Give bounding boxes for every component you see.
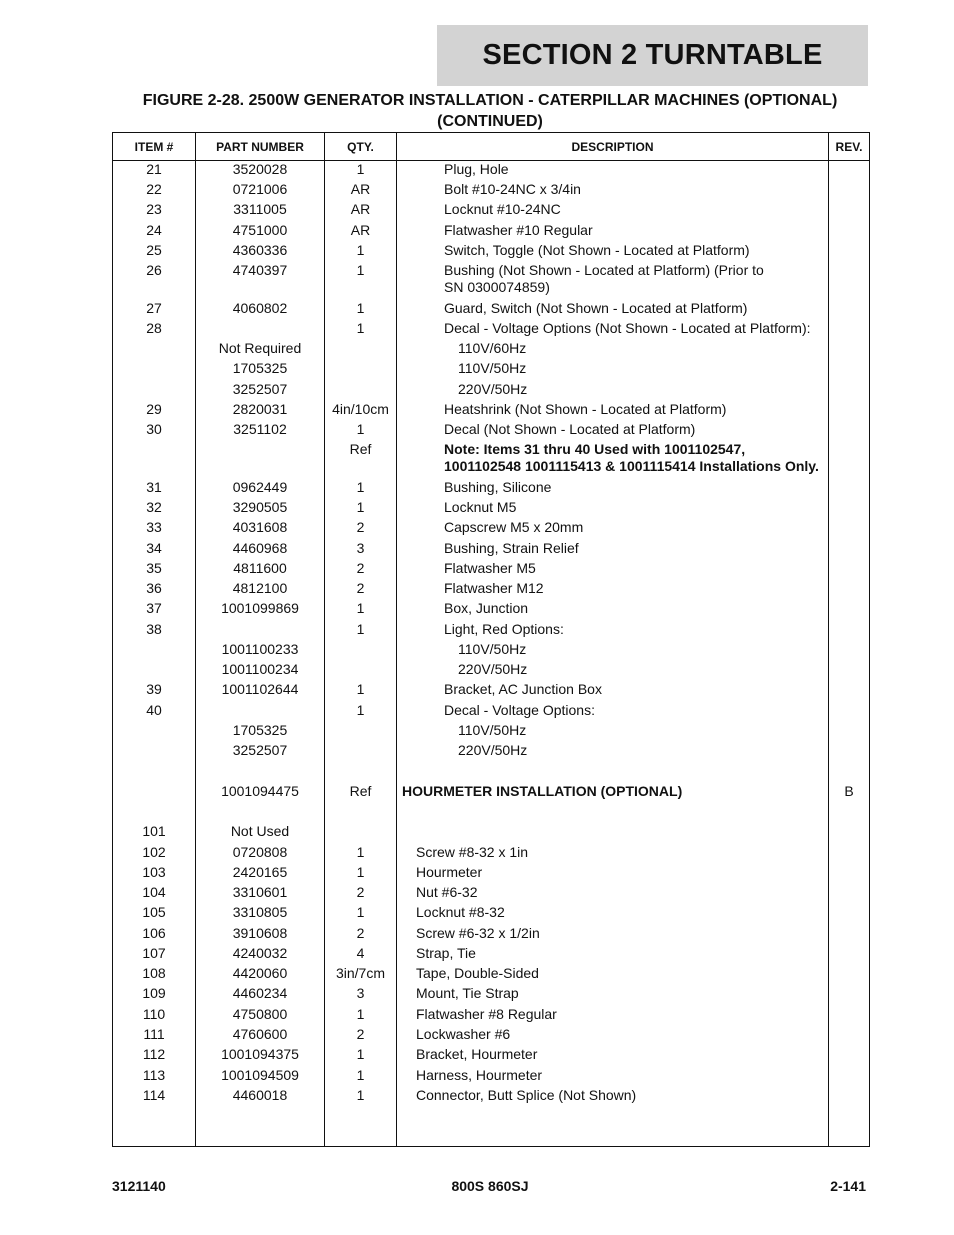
- item-number: 35: [146, 560, 162, 576]
- description: [444, 519, 827, 536]
- description: [416, 1067, 827, 1084]
- part-number: 2420165: [232, 864, 288, 880]
- description: [416, 864, 827, 881]
- figure-title: [100, 90, 880, 132]
- description-line: Locknut #8-32: [416, 904, 505, 920]
- quantity: 1: [356, 262, 365, 278]
- quantity: AR: [350, 181, 371, 197]
- description: [416, 925, 827, 942]
- quantity: 3: [356, 540, 365, 556]
- part-number: 4460968: [232, 540, 288, 556]
- description: [416, 945, 827, 962]
- header-item: ITEM #: [134, 139, 174, 154]
- item-number: 106: [142, 925, 166, 941]
- quantity: 1: [356, 904, 365, 920]
- quantity: 1: [356, 499, 365, 515]
- description-line: Decal - Voltage Options:: [444, 702, 595, 718]
- quantity: 2: [356, 560, 365, 576]
- quantity: 4in/10cm: [332, 401, 389, 417]
- description-line: Nut #6-32: [416, 884, 478, 900]
- quantity: 1: [356, 621, 365, 637]
- description: [458, 340, 827, 357]
- header-rev: REV.: [835, 139, 863, 154]
- quantity: 1: [356, 600, 365, 616]
- description-line: 110V/50Hz: [458, 641, 527, 657]
- description-line: HOURMETER INSTALLATION (OPTIONAL): [402, 783, 683, 799]
- description-line: Lockwasher #6: [416, 1026, 511, 1042]
- quantity: Ref: [349, 783, 372, 799]
- item-number: 101: [142, 823, 166, 839]
- item-number: 114: [142, 1087, 166, 1103]
- item-number: 112: [142, 1046, 166, 1062]
- item-number: 103: [142, 864, 166, 880]
- item-number: 32: [146, 499, 162, 515]
- description-line: Tape, Double-Sided: [416, 965, 539, 981]
- header-qty: QTY.: [347, 139, 374, 154]
- description: [416, 1026, 827, 1043]
- description-line: Flatwasher M12: [444, 580, 544, 596]
- item-number: 30: [146, 421, 162, 437]
- figure-title-line-2: (CONTINUED): [437, 113, 543, 130]
- part-number: 4420060: [232, 965, 288, 981]
- part-number: 4811600: [233, 560, 287, 576]
- part-number: 4360336: [232, 242, 288, 258]
- description: [444, 441, 827, 475]
- description-line: 110V/50Hz: [458, 722, 527, 738]
- part-number: 4460018: [232, 1087, 288, 1103]
- description: [458, 742, 827, 759]
- description: [444, 621, 827, 638]
- item-number: 27: [146, 300, 162, 316]
- description: [444, 580, 827, 597]
- description-line: Decal (Not Shown - Located at Platform): [444, 421, 696, 437]
- item-number: 31: [146, 479, 162, 495]
- part-number: 1705325: [232, 722, 288, 738]
- description: [444, 201, 827, 218]
- quantity: 3: [356, 985, 365, 1001]
- item-number: 33: [146, 519, 162, 535]
- description-line: Plug, Hole: [444, 161, 509, 177]
- part-number: 3310805: [232, 904, 288, 920]
- description: [458, 381, 827, 398]
- part-number: 1001094509: [221, 1067, 299, 1083]
- description: [444, 499, 827, 516]
- description-line: Locknut #10-24NC: [444, 201, 561, 217]
- footer-doc-number: 3121140: [112, 1178, 166, 1194]
- item-number: 39: [146, 681, 162, 697]
- part-number: 1001102644: [221, 681, 299, 697]
- table-header: [113, 133, 869, 161]
- description: [444, 181, 827, 198]
- description-line: Flatwasher #10 Regular: [444, 222, 593, 238]
- column-divider: [828, 133, 829, 1146]
- part-number: 3252507: [232, 381, 288, 397]
- header-description: DESCRIPTION: [571, 139, 654, 154]
- part-number: 0720808: [232, 844, 288, 860]
- item-number: 36: [146, 580, 162, 596]
- description-line: Flatwasher #8 Regular: [416, 1006, 557, 1022]
- description-line: Note: Items 31 thru 40 Used with 1001102547,: [444, 441, 746, 457]
- description: [444, 702, 827, 719]
- item-number: 23: [146, 201, 162, 217]
- quantity: 1: [356, 1046, 365, 1062]
- part-number: 4031608: [232, 519, 288, 535]
- item-number: 28: [146, 320, 162, 336]
- item-number: 40: [146, 702, 162, 718]
- footer-model: 800S 860SJ: [451, 1178, 529, 1194]
- quantity: 1: [356, 1067, 365, 1083]
- quantity: 3in/7cm: [335, 965, 386, 981]
- part-number: 3910608: [232, 925, 288, 941]
- part-number: Not Used: [230, 823, 290, 839]
- quantity: 1: [356, 864, 365, 880]
- item-number: 24: [146, 222, 162, 238]
- part-number: 3290505: [232, 499, 288, 515]
- item-number: 34: [146, 540, 162, 556]
- part-number: 4740397: [232, 262, 288, 278]
- part-number: Not Required: [218, 340, 302, 356]
- description-line: Bushing (Not Shown - Located at Platform) (Prior to: [444, 262, 764, 278]
- description: [458, 722, 827, 739]
- description: [444, 242, 827, 259]
- parts-table: [112, 132, 870, 1147]
- part-number: 3311005: [233, 201, 287, 217]
- description: [416, 965, 827, 982]
- item-number: 26: [146, 262, 162, 278]
- description-line: 220V/50Hz: [458, 381, 528, 397]
- quantity: 2: [356, 580, 365, 596]
- description-line: Screw #6-32 x 1/2in: [416, 925, 540, 941]
- quantity: AR: [350, 201, 371, 217]
- quantity: 1: [356, 242, 365, 258]
- description: [444, 401, 827, 418]
- part-number: 1705325: [232, 360, 288, 376]
- description: [444, 320, 827, 337]
- description-line: Strap, Tie: [416, 945, 476, 961]
- item-number: 105: [142, 904, 166, 920]
- description: [444, 300, 827, 317]
- quantity: 4: [356, 945, 365, 961]
- quantity: 1: [356, 702, 365, 718]
- quantity: 2: [356, 925, 365, 941]
- description-line: 220V/50Hz: [458, 661, 528, 677]
- quantity: 1: [356, 1006, 365, 1022]
- item-number: 113: [142, 1067, 166, 1083]
- part-number: 3310601: [232, 884, 288, 900]
- quantity: 2: [356, 519, 365, 535]
- part-number: 3520028: [232, 161, 288, 177]
- revision: B: [844, 783, 854, 799]
- description-line: Locknut M5: [444, 499, 517, 515]
- quantity: Ref: [349, 441, 372, 457]
- description: [416, 844, 827, 861]
- item-number: 22: [146, 181, 162, 197]
- header-part-number: PART NUMBER: [216, 139, 304, 154]
- part-number: 3252507: [232, 742, 288, 758]
- part-number: 1001094475: [221, 783, 299, 799]
- description: [444, 540, 827, 557]
- part-number: 4460234: [232, 985, 288, 1001]
- description: [458, 360, 827, 377]
- part-number: 1001100234: [221, 661, 299, 677]
- description-line: Bolt #10-24NC x 3/4in: [444, 181, 581, 197]
- part-number: 4750800: [232, 1006, 288, 1022]
- part-number: 4751000: [232, 222, 288, 238]
- description: [444, 681, 827, 698]
- description-line: SN 0300074859): [444, 279, 550, 295]
- description-line: Hourmeter: [416, 864, 483, 880]
- item-number: 110: [142, 1006, 166, 1022]
- description: [458, 661, 827, 678]
- description-line: Heatshrink (Not Shown - Located at Platform): [444, 401, 727, 417]
- description-line: Bracket, AC Junction Box: [444, 681, 602, 697]
- part-number: 4060802: [232, 300, 288, 316]
- description-line: 110V/60Hz: [458, 340, 527, 356]
- description: [444, 560, 827, 577]
- description-line: Switch, Toggle (Not Shown - Located at Platform): [444, 242, 750, 258]
- description: [444, 600, 827, 617]
- description-line: 220V/50Hz: [458, 742, 528, 758]
- description: [416, 1046, 827, 1063]
- item-number: 38: [146, 621, 162, 637]
- quantity: 1: [356, 421, 365, 437]
- item-number: 29: [146, 401, 162, 417]
- section-title: SECTION 2 TURNTABLE: [437, 25, 868, 86]
- description: [444, 421, 827, 438]
- description: [416, 1006, 827, 1023]
- quantity: 1: [356, 1087, 365, 1103]
- part-number: 4240032: [232, 945, 288, 961]
- part-number: 4760600: [232, 1026, 288, 1042]
- description: [416, 904, 827, 921]
- quantity: 1: [356, 300, 365, 316]
- item-number: 102: [142, 844, 166, 860]
- part-number: 0721006: [232, 181, 288, 197]
- description-line: Connector, Butt Splice (Not Shown): [416, 1087, 637, 1103]
- description: [416, 1087, 827, 1104]
- description: [416, 884, 827, 901]
- quantity: 1: [356, 844, 365, 860]
- description-line: 1001102548 1001115413 & 1001115414 Installations Only.: [444, 458, 819, 474]
- item-number: 37: [146, 600, 162, 616]
- part-number: 3251102: [233, 421, 287, 437]
- part-number: 0962449: [232, 479, 288, 495]
- description: [444, 161, 827, 178]
- item-number: 107: [142, 945, 166, 961]
- description-line: Guard, Switch (Not Shown - Located at Platform): [444, 300, 748, 316]
- description-line: Bushing, Silicone: [444, 479, 552, 495]
- quantity: 1: [356, 681, 365, 697]
- description-line: Light, Red Options:: [444, 621, 564, 637]
- description-line: Bracket, Hourmeter: [416, 1046, 538, 1062]
- column-divider: [396, 133, 397, 1146]
- item-number: 111: [143, 1026, 165, 1042]
- footer-page-number: 2-141: [830, 1178, 866, 1194]
- part-number: 2820031: [232, 401, 288, 417]
- description: [444, 222, 827, 239]
- description-line: Screw #8-32 x 1in: [416, 844, 529, 860]
- part-number: 1001094375: [221, 1046, 299, 1062]
- part-number: 1001100233: [221, 641, 299, 657]
- quantity: 1: [356, 161, 365, 177]
- description-line: Capscrew M5 x 20mm: [444, 519, 584, 535]
- description-line: Bushing, Strain Relief: [444, 540, 579, 556]
- item-number: 108: [142, 965, 166, 981]
- description: [402, 783, 827, 800]
- item-number: 104: [142, 884, 166, 900]
- description: [416, 985, 827, 1002]
- quantity: 2: [356, 1026, 365, 1042]
- item-number: 21: [146, 161, 162, 177]
- quantity: 1: [356, 479, 365, 495]
- item-number: 25: [146, 242, 162, 258]
- part-number: 1001099869: [221, 600, 299, 616]
- description: [444, 479, 827, 496]
- description-line: 110V/50Hz: [458, 360, 527, 376]
- figure-title-line-1: FIGURE 2-28. 2500W GENERATOR INSTALLATION - CATERPILLAR MACHINES (OPTIONAL): [142, 92, 838, 109]
- description: [458, 641, 827, 658]
- description-line: Mount, Tie Strap: [416, 985, 519, 1001]
- description-line: Flatwasher M5: [444, 560, 536, 576]
- item-number: 109: [142, 985, 166, 1001]
- quantity: AR: [350, 222, 371, 238]
- description-line: Box, Junction: [444, 600, 529, 616]
- description-line: Harness, Hourmeter: [416, 1067, 543, 1083]
- quantity: 2: [356, 884, 365, 900]
- quantity: 1: [356, 320, 365, 336]
- part-number: 4812100: [232, 580, 288, 596]
- description: [444, 262, 827, 296]
- description-line: Decal - Voltage Options (Not Shown - Located at Platform):: [444, 320, 811, 336]
